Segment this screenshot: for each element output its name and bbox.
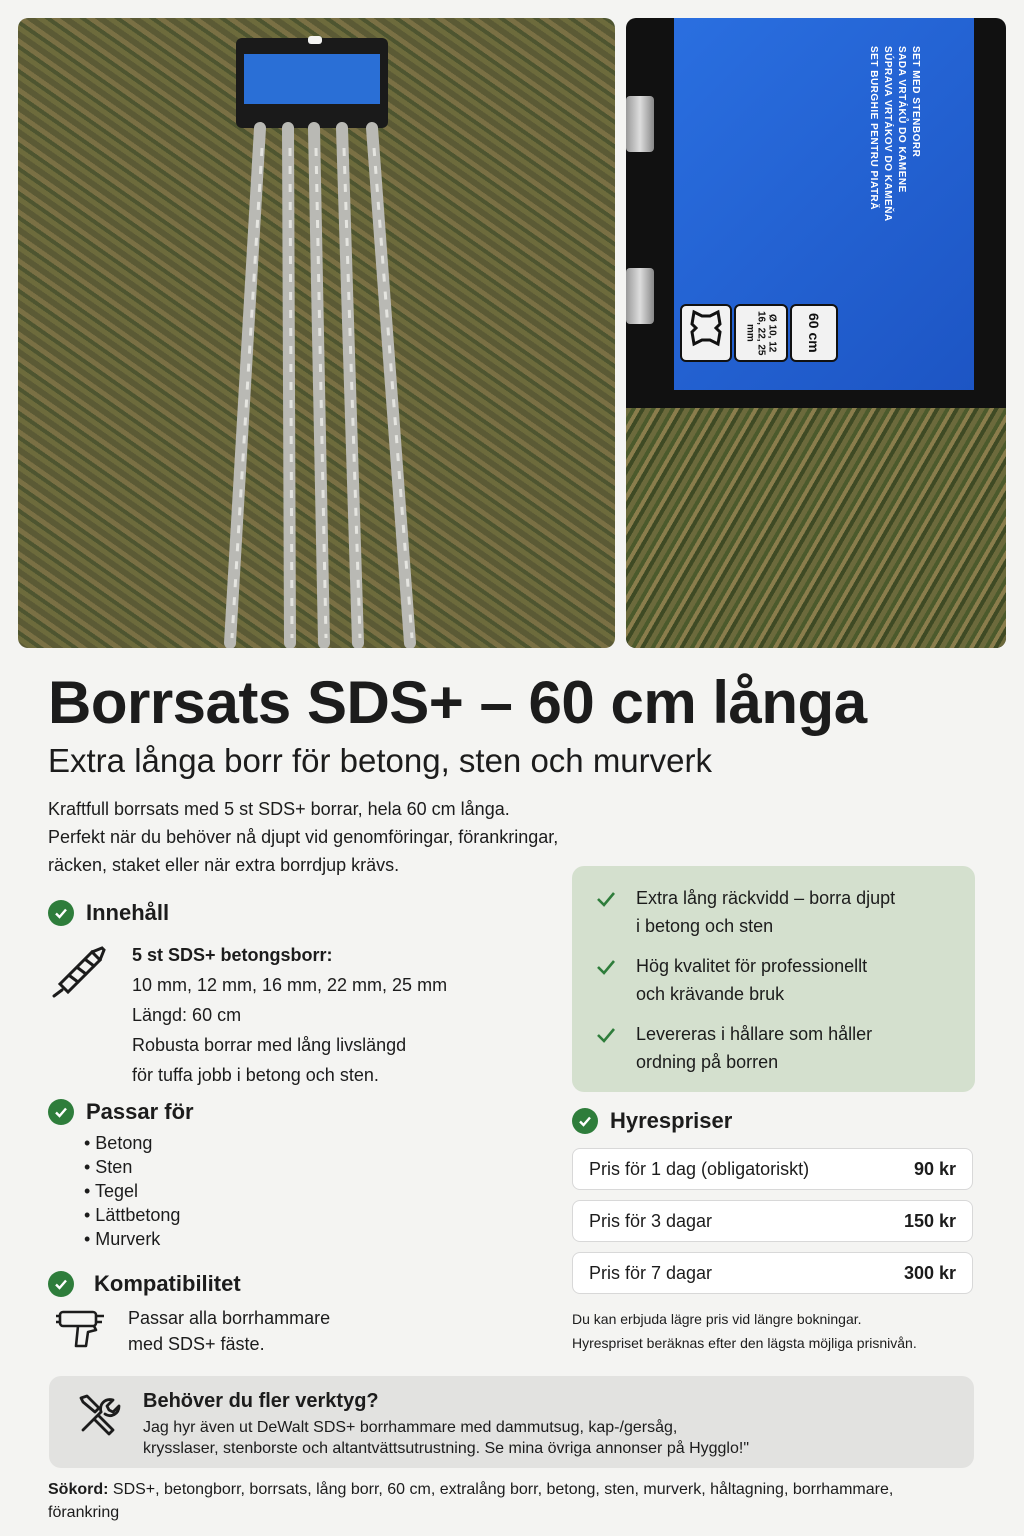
intro-line: Perfekt när du behöver nå djupt vid genomföringar, förankringar, [48,827,559,847]
compat-heading [48,1271,241,1297]
keywords-label: Sökord: [48,1481,109,1498]
suits-list [84,1131,180,1251]
compat-line: Passar alla borrhammare [128,1308,331,1328]
price-label: Pris för 3 dagar [589,1210,713,1231]
price-row [572,1148,973,1190]
benefit-text: Levereras i hållare som håller [636,1024,873,1044]
keywords-text: SDS+, betongborr, borrsats, lång borr, 60 cm, extralång borr, betong, sten, murverk, håltagning, borrhammare, förankring [48,1481,894,1521]
rotary-hammer-icon [54,1306,106,1352]
benefit-item [596,1020,872,1076]
package-diameters: Ø 10, 12 16, 22, 25 mm [734,304,788,362]
benefit-item [596,952,867,1008]
benefit-item [596,884,895,940]
contents-list [132,940,447,1090]
package-label-photo [626,18,1006,648]
note-line: Du kan erbjuda lägre pris vid längre bokningar. [572,1311,862,1327]
package-vertical-text [866,46,922,222]
price-value: 150 kr [903,1210,956,1231]
more-tools-title: Behöver du fler verktyg? [143,1390,379,1412]
contents-item-title: 5 st SDS+ betongsborr: [132,945,333,965]
check-icon [596,952,616,1008]
keywords [48,1478,948,1524]
more-tools-text [143,1417,749,1459]
contents-description: Robusta borrar med lång livslängd [132,1035,407,1055]
drill-bits-illustration [18,18,615,648]
suits-heading [48,1099,194,1125]
intro-line: Kraftfull borrsats med 5 st SDS+ borrar, hela 60 cm långa. [48,799,510,819]
page-subtitle: Extra långa borr för betong, sten och murverk [48,742,712,779]
price-label: Pris för 7 dagar [589,1262,713,1283]
contents-length: Längd: 60 cm [132,1005,242,1025]
benefit-text: och krävande bruk [636,984,785,1004]
contents-sizes: 10 mm, 12 mm, 16 mm, 22 mm, 25 mm [132,975,448,995]
section-title: Kompatibilitet [94,1271,241,1296]
section-title: Passar för [86,1099,194,1124]
intro-line: räcken, staket eller när extra borrdjup krävs. [48,855,400,875]
benefit-text: i betong och sten [636,916,774,936]
package-text-line: SÚPRAVA VRTÁKOV DO KAMEŇA [882,46,893,222]
section-title: Innehåll [86,900,170,925]
price-value: 300 kr [903,1262,956,1283]
package-text-line: SET BURGHIE PENTRU PIATRĂ [868,46,879,210]
prices-heading [572,1108,732,1134]
list-item: • Sten [84,1157,133,1177]
list-item: • Lättbetong [84,1205,181,1225]
more-tools-line: Jag hyr även ut DeWalt SDS+ borrhammare med dammutsug, kap-/gersåg, [143,1419,678,1436]
section-title: Hyrespriser [610,1108,733,1133]
check-icon [596,884,616,940]
note-line: Hyrespriset beräknas efter den lägsta möjliga prisnivån. [572,1335,917,1351]
more-tools-line: krysslaser, stenborste och altantvättsutrustning. Se mina övriga annonser på Hygglo!" [143,1440,749,1457]
contents-heading [48,900,169,926]
benefit-text: Hög kvalitet för professionellt [636,956,868,976]
bolt-image [626,268,654,324]
check-circle-icon [48,1271,74,1297]
benefit-text: ordning på borren [636,1052,779,1072]
list-item: • Murverk [84,1229,161,1249]
more-tools-box [49,1376,974,1468]
intro-text [48,795,628,879]
price-row [572,1252,973,1294]
price-row [572,1200,973,1242]
check-circle-icon [48,1099,74,1125]
sds-shape-icon [680,304,732,362]
price-label: Pris för 1 dag (obligatoriskt) [589,1158,810,1179]
drill-set-photo [18,18,615,648]
benefit-text: Extra lång räckvidd – borra djupt [636,888,896,908]
blue-package-label [674,18,974,390]
compat-line: med SDS+ fäste. [128,1334,265,1354]
tools-icon [75,1392,121,1438]
check-circle-icon [48,900,74,926]
grass-background [626,408,1006,648]
price-note [572,1307,917,1355]
price-value: 90 kr [913,1158,956,1179]
list-item: • Betong [84,1133,153,1153]
check-icon [596,1020,616,1076]
compat-text [128,1305,330,1357]
page-title: Borrsats SDS+ – 60 cm långa [48,669,867,736]
drill-bit-icon [48,944,108,1004]
package-length: 60 cm [790,304,838,362]
bolt-image [626,96,654,152]
package-text-line: SET MED STENBORR [910,46,921,158]
list-item: • Tegel [84,1181,139,1201]
package-text-line: SADA VRTÁKŮ DO KAMENE [896,46,907,193]
check-circle-icon [572,1108,598,1134]
contents-description: för tuffa jobb i betong och sten. [132,1065,379,1085]
benefits-box [572,866,975,1092]
